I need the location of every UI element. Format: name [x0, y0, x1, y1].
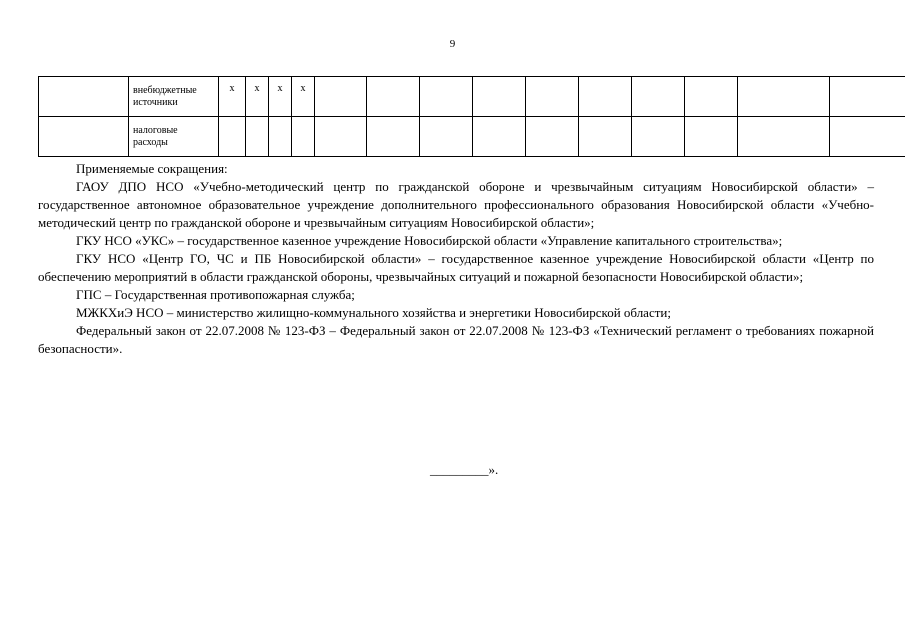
table-row [39, 77, 905, 117]
table-cell [367, 117, 420, 157]
table-cell [473, 117, 526, 157]
row-label-line: расходы [133, 136, 168, 148]
abbreviation-paragraph: ГКУ НСО «Центр ГО, ЧС и ПБ Новосибирской области» – государственное казенное учреждение Новосибирской области «Центр по обеспечению мероприятий в области гражданской обороны, чрезвычайных ситуаций и пожарной безопасности Новосибирской области»; [38, 251, 874, 284]
row-label [129, 117, 219, 157]
abbreviation-paragraph: ГАОУ ДПО НСО «Учебно-методический центр по гражданской обороне и чрезвычайным ситуациям Новосибирской области» – государственное автономное образовательное учреждение дополнительного профессионального образования Новосибирской области «Учебно-методический центр по гражданской обороне и чрезвычайным ситуациям Новосибирской области»; [38, 179, 874, 230]
table-cell [526, 77, 579, 117]
table-cell: х [269, 77, 292, 117]
table-cell [269, 117, 292, 157]
abbreviations-heading: Применяемые сокращения: [76, 161, 228, 176]
row-label-line: источники [133, 96, 178, 108]
abbreviation-paragraph: ГКУ НСО «УКС» – государственное казенное учреждение Новосибирской области «Управление капитального строительства»; [76, 233, 783, 248]
table-cell [579, 117, 632, 157]
table-cell [315, 117, 367, 157]
table-cell [738, 77, 830, 117]
table-cell [39, 77, 129, 117]
table-cell [39, 117, 129, 157]
table-cell [685, 117, 738, 157]
table-cell [830, 77, 905, 117]
table-cell [367, 77, 420, 117]
table-cell [632, 77, 685, 117]
table-cell: х [292, 77, 315, 117]
row-label [129, 77, 219, 117]
table-cell [632, 117, 685, 157]
table-cell [292, 117, 315, 157]
table-cell [315, 77, 367, 117]
table-cell [219, 117, 246, 157]
closing-mark: _________». [430, 462, 499, 477]
abbreviation-paragraph: МЖКХиЭ НСО – министерство жилищно-коммунального хозяйства и энергетики Новосибирской области; [76, 305, 671, 320]
table-cell [830, 117, 905, 157]
table-cell: х [219, 77, 246, 117]
row-label-line: налоговые [133, 124, 178, 136]
budget-table [38, 76, 905, 157]
table-cell [246, 117, 269, 157]
table-cell [685, 77, 738, 117]
page-number: 9 [449, 38, 456, 50]
abbreviation-paragraph: Федеральный закон от 22.07.2008 № 123-ФЗ – Федеральный закон от 22.07.2008 № 123-ФЗ «Технический регламент о требованиях пожарной безопасности». [38, 323, 874, 356]
table-cell [420, 117, 473, 157]
table-cell [473, 77, 526, 117]
table-cell [526, 117, 579, 157]
abbreviations-section [38, 160, 874, 358]
table-row [39, 117, 905, 157]
abbreviation-paragraph: ГПС – Государственная противопожарная служба; [76, 287, 355, 302]
table-cell [738, 117, 830, 157]
table-cell: х [246, 77, 269, 117]
row-label-line: внебюджетные [133, 84, 197, 96]
table-cell [579, 77, 632, 117]
table-cell [420, 77, 473, 117]
